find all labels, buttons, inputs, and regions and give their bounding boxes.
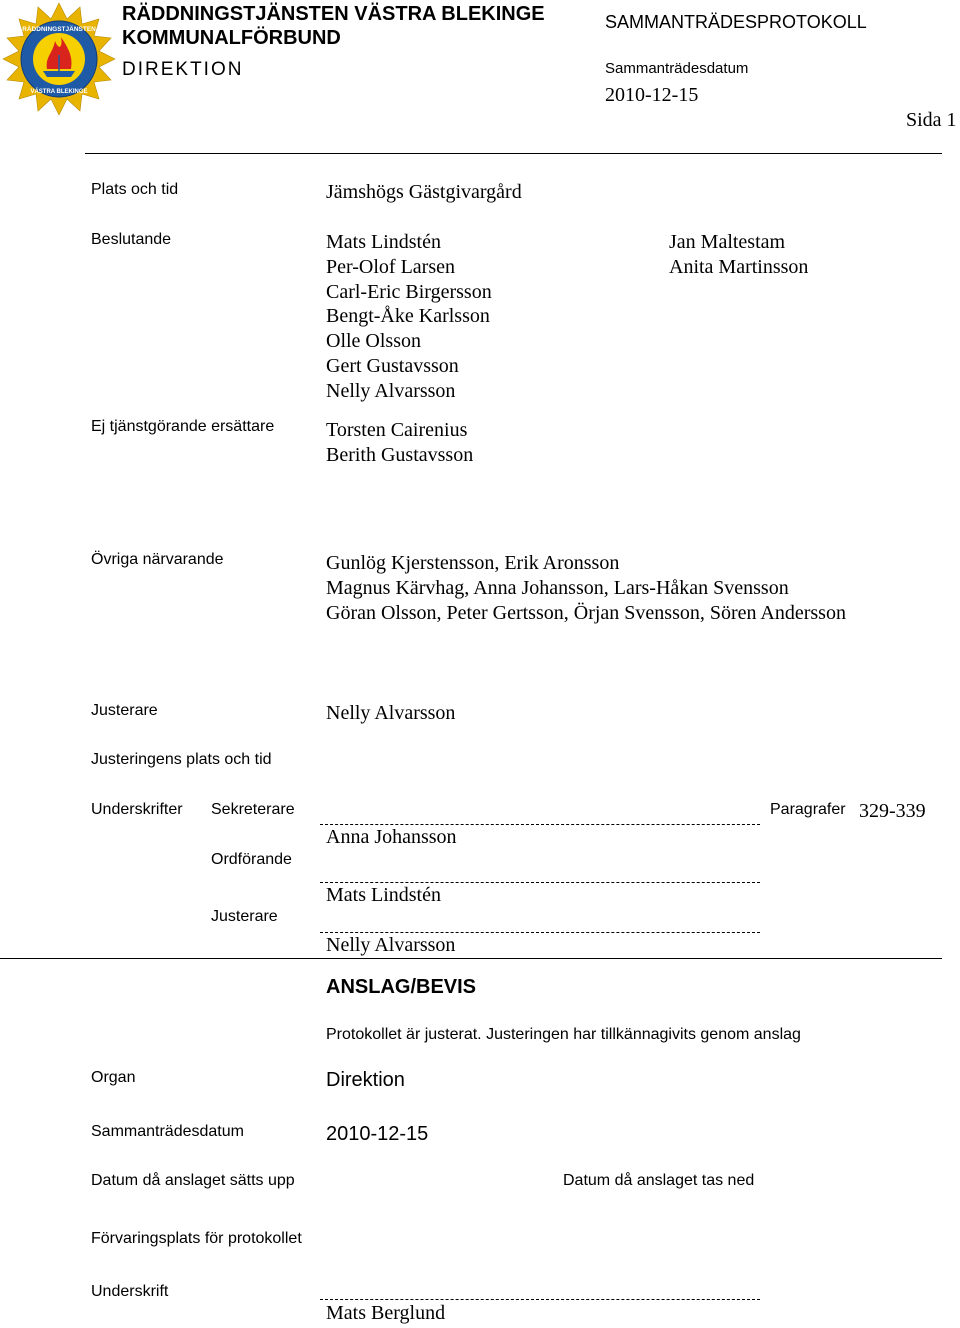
logo-text-top: RÄDDNINGSTJÄNSTEN xyxy=(22,26,96,33)
paragrafer-value: 329-339 xyxy=(859,800,926,822)
signature-line-underskrift xyxy=(320,1299,760,1300)
list-item: Anita Martinsson xyxy=(669,255,809,278)
meeting-date: 2010-12-15 xyxy=(605,84,699,106)
anslag-date-value: 2010-12-15 xyxy=(326,1123,429,1145)
list-item: Göran Olsson, Peter Gertsson, Örjan Svensson, Sören Andersson xyxy=(326,601,846,624)
plats-label: Plats och tid xyxy=(91,181,179,198)
sekreterare-label: Sekreterare xyxy=(211,801,295,818)
list-item: Berith Gustavsson xyxy=(326,443,474,466)
anslag-text: Protokollet är justerat. Justeringen har tillkännagivits genom anslag xyxy=(326,1026,801,1043)
list-item: Olle Olsson xyxy=(326,330,421,353)
justerare-label: Justerare xyxy=(91,702,158,719)
ersattare-list xyxy=(326,418,473,468)
anslag-title: ANSLAG/BEVIS xyxy=(326,976,477,998)
department-name: DIREKTION xyxy=(122,59,244,80)
underskrift-name: Mats Berglund xyxy=(326,1302,446,1324)
justerare-sign-name: Nelly Alvarsson xyxy=(326,934,456,956)
beslutande-list-1 xyxy=(326,230,492,404)
sekreterare-name: Anna Johansson xyxy=(326,826,457,848)
header-divider xyxy=(85,153,942,154)
forvaring-label: Förvaringsplats för protokollet xyxy=(91,1230,302,1247)
org-name-line1: RÄDDNINGSTJÄNSTEN VÄSTRA BLEKINGE xyxy=(122,3,545,25)
beslutande-list-2 xyxy=(669,230,808,280)
page-number: Sida 1 xyxy=(906,109,957,131)
underskrifter-label: Underskrifter xyxy=(91,801,183,818)
justerare-sign-label: Justerare xyxy=(211,908,278,925)
signature-line-sekreterare xyxy=(320,824,760,825)
document-type: SAMMANTRÄDESPROTOKOLL xyxy=(605,12,867,32)
meeting-date-label: Sammanträdesdatum xyxy=(605,60,749,77)
underskrift-label: Underskrift xyxy=(91,1283,169,1300)
ordforande-label: Ordförande xyxy=(211,851,292,868)
org-name-line2: KOMMUNALFÖRBUND xyxy=(122,27,341,49)
list-item: Per-Olof Larsen xyxy=(326,255,455,278)
ordforande-name: Mats Lindstén xyxy=(326,884,441,906)
list-item: Bengt-Åke Karlsson xyxy=(326,305,490,328)
section-divider xyxy=(0,958,942,959)
ovriga-list xyxy=(326,551,846,625)
justering-plats-label: Justeringens plats och tid xyxy=(91,751,272,768)
paragrafer-label: Paragrafer xyxy=(770,801,846,818)
list-item: Mats Lindstén xyxy=(326,231,441,253)
organ-value: Direktion xyxy=(326,1069,405,1091)
organ-label: Organ xyxy=(91,1069,136,1086)
list-item: Gunlög Kjerstensson, Erik Aronsson xyxy=(326,552,620,574)
list-item: Magnus Kärvhag, Anna Johansson, Lars-Håkan Svensson xyxy=(326,576,789,599)
list-item: Gert Gustavsson xyxy=(326,354,459,377)
ersattare-label: Ej tjänstgörande ersättare xyxy=(91,418,275,435)
anslag-date-label: Sammanträdesdatum xyxy=(91,1123,244,1140)
beslutande-label: Beslutande xyxy=(91,231,172,248)
list-item: Torsten Cairenius xyxy=(326,419,468,441)
list-item: Jan Maltestam xyxy=(669,231,786,253)
signature-line-ordforande xyxy=(320,882,760,883)
signature-line-justerare xyxy=(320,932,760,933)
organization-logo xyxy=(2,2,116,116)
anslag-upp-label: Datum då anslaget sätts upp xyxy=(91,1172,295,1189)
ovriga-label: Övriga närvarande xyxy=(91,551,224,568)
justerare-value: Nelly Alvarsson xyxy=(326,702,456,724)
list-item: Carl-Eric Birgersson xyxy=(326,280,492,303)
anslag-ned-label: Datum då anslaget tas ned xyxy=(563,1172,755,1189)
logo-text-bottom: VÄSTRA BLEKINGE xyxy=(30,89,88,95)
plats-value: Jämshögs Gästgivargård xyxy=(326,181,522,203)
list-item: Nelly Alvarsson xyxy=(326,379,456,402)
